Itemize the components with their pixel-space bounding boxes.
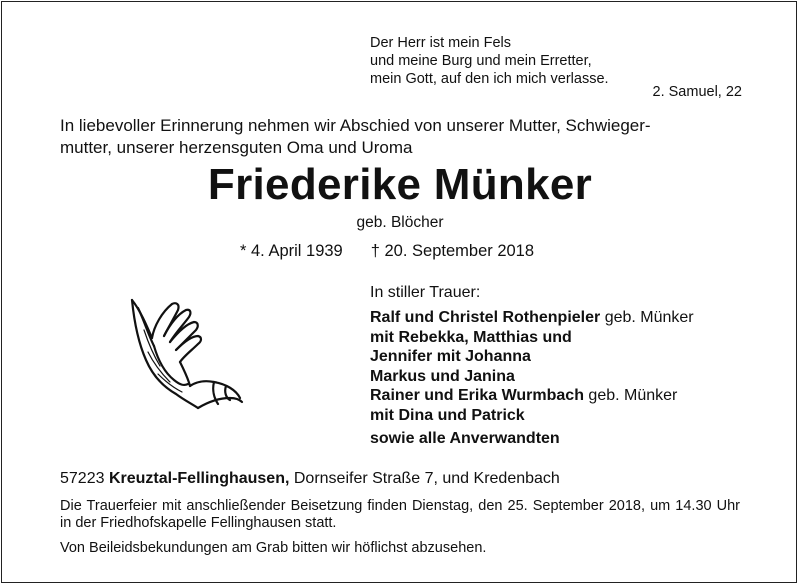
mourner-names: mit Dina und Patrick bbox=[370, 406, 525, 424]
mourner-names: Ralf und Christel Rothenpieler bbox=[370, 309, 601, 326]
mourner-line bbox=[370, 328, 694, 348]
quote-line: mein Gott, auf den ich mich verlasse. bbox=[370, 71, 609, 87]
mourner-names: mit Rebekka, Matthias und bbox=[370, 328, 572, 346]
mourner-names: Markus und Janina bbox=[370, 367, 515, 385]
quote-reference: 2. Samuel, 22 bbox=[652, 84, 742, 100]
intro-line: mutter, unserer herzensguten Oma und Uroma bbox=[60, 138, 413, 157]
mourner-note: geb. Münker bbox=[600, 309, 694, 326]
mourner-line bbox=[370, 406, 694, 426]
family-address bbox=[60, 470, 560, 488]
mourner-line bbox=[370, 429, 694, 449]
mourner-names: sowie alle Anverwandten bbox=[370, 430, 560, 447]
birth-name: geb. Blöcher bbox=[356, 214, 444, 231]
mourner-names: Rainer und Erika Wurmbach bbox=[370, 387, 584, 404]
address-zip: 57223 bbox=[60, 470, 105, 487]
mourner-note: geb. Münker bbox=[583, 387, 678, 404]
praying-hands-icon bbox=[118, 290, 250, 422]
life-dates bbox=[240, 242, 534, 261]
birth-date: * 4. April 1939 bbox=[240, 242, 343, 260]
mourner-line bbox=[370, 308, 694, 328]
address-street: Dornseifer Straße 7, und Kredenbach bbox=[293, 470, 560, 487]
deceased-name: Friederike Münker bbox=[207, 160, 593, 209]
mourners-heading: In stiller Trauer: bbox=[370, 284, 481, 301]
condolence-note: Von Beileidsbekundungen am Grab bitten wir höflichst abzusehen. bbox=[60, 540, 487, 556]
death-date: † 20. September 2018 bbox=[370, 242, 535, 260]
intro-text bbox=[60, 115, 740, 159]
mourner-line bbox=[370, 347, 694, 367]
intro-line: In liebevoller Erinnerung nehmen wir Abschied von unserer Mutter, Schwieger- bbox=[60, 116, 651, 135]
mourner-names: Jennifer mit Johanna bbox=[370, 348, 531, 365]
mourner-line bbox=[370, 367, 694, 387]
quote-line: und meine Burg und mein Erretter, bbox=[370, 53, 592, 69]
address-place: Kreuztal-Fellinghausen, bbox=[108, 470, 290, 487]
mourners-list bbox=[370, 308, 694, 449]
funeral-info: Die Trauerfeier mit anschließender Beisetzung finden Dienstag, den 25. September 2018, um 14.30 Uhr in der Friedhofskapelle Fellinghausen statt. bbox=[60, 498, 740, 531]
mourner-line bbox=[370, 386, 694, 406]
quote-line: Der Herr ist mein Fels bbox=[370, 35, 511, 51]
bible-quote bbox=[370, 34, 609, 88]
